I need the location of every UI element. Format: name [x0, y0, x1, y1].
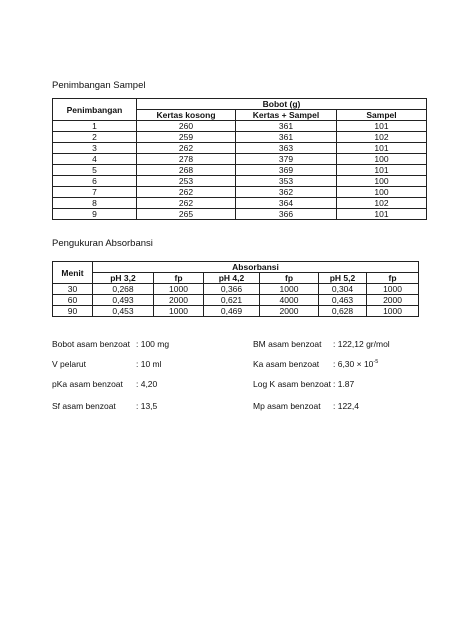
table-cell: 262 — [137, 143, 236, 154]
table-cell: 260 — [137, 121, 236, 132]
table-cell: 379 — [236, 154, 337, 165]
info-label: Ka asam benzoat — [253, 359, 320, 369]
table-cell: 0,493 — [93, 295, 154, 306]
header-penimbangan: Penimbangan — [53, 99, 137, 121]
table-row — [53, 306, 419, 317]
header-kertas-sampel: Kertas + Sampel — [236, 110, 337, 121]
table-row — [53, 198, 427, 209]
info-value-ka — [333, 359, 378, 369]
section-title-absorbansi: Pengukuran Absorbansi — [52, 238, 153, 249]
table-cell: 1 — [53, 121, 137, 132]
table-row — [53, 176, 427, 187]
header-ph-4-2: pH 4,2 — [204, 273, 260, 284]
table-cell: 9 — [53, 209, 137, 220]
table-cell: 253 — [137, 176, 236, 187]
info-label: V pelarut — [52, 359, 87, 369]
table-cell: 100 — [337, 187, 427, 198]
info-value: : 122,12 gr/mol — [333, 339, 390, 349]
header-absorbansi: Absorbansi — [93, 262, 419, 273]
weighing-rows — [53, 121, 427, 220]
table-cell: 0,304 — [319, 284, 367, 295]
table-cell: 2000 — [154, 295, 204, 306]
header-fp: fp — [154, 273, 204, 284]
table-row — [53, 187, 427, 198]
table-header-row — [53, 99, 427, 110]
table-cell: 361 — [236, 121, 337, 132]
table-cell: 0,453 — [93, 306, 154, 317]
table-cell: 268 — [137, 165, 236, 176]
table-cell: 4000 — [260, 295, 319, 306]
table-cell: 5 — [53, 165, 137, 176]
info-value: : 100 mg — [136, 339, 170, 349]
table-cell: 100 — [337, 154, 427, 165]
table-row — [53, 209, 427, 220]
table-cell: 102 — [337, 132, 427, 143]
table-cell: 0,628 — [319, 306, 367, 317]
info-label: Log K asam benzoat — [253, 379, 331, 389]
header-fp: fp — [367, 273, 419, 284]
table-cell: 0,469 — [204, 306, 260, 317]
table-cell: 2000 — [260, 306, 319, 317]
table-cell: 369 — [236, 165, 337, 176]
header-ph-5-2: pH 5,2 — [319, 273, 367, 284]
table-cell: 100 — [337, 176, 427, 187]
info-value: : 4,20 — [136, 379, 158, 389]
header-menit: Menit — [53, 262, 93, 284]
table-cell: 101 — [337, 121, 427, 132]
table-row — [53, 154, 427, 165]
table-cell: 6 — [53, 176, 137, 187]
info-label: BM asam benzoat — [253, 339, 322, 349]
table-subheader-row — [53, 273, 419, 284]
table-cell: 364 — [236, 198, 337, 209]
table-cell: 0,268 — [93, 284, 154, 295]
table-cell: 60 — [53, 295, 93, 306]
table-row — [53, 121, 427, 132]
table-cell: 363 — [236, 143, 337, 154]
table-cell: 1000 — [260, 284, 319, 295]
table-cell: 1000 — [367, 306, 419, 317]
info-value: : 6,30 × 10 — [333, 359, 374, 369]
table-header-row — [53, 262, 419, 273]
header-bobot: Bobot (g) — [137, 99, 427, 110]
table-row — [53, 132, 427, 143]
info-label: Sf asam benzoat — [52, 401, 116, 411]
header-sampel: Sampel — [337, 110, 427, 121]
table-cell: 265 — [137, 209, 236, 220]
info-value: : 10 ml — [136, 359, 162, 369]
table-cell: 0,366 — [204, 284, 260, 295]
weighing-table — [52, 98, 427, 220]
table-cell: 102 — [337, 198, 427, 209]
table-cell: 0,463 — [319, 295, 367, 306]
info-label: Mp asam benzoat — [253, 401, 321, 411]
table-cell: 0,621 — [204, 295, 260, 306]
absorbance-rows — [53, 284, 419, 317]
header-fp: fp — [260, 273, 319, 284]
table-row — [53, 165, 427, 176]
table-cell: 2 — [53, 132, 137, 143]
table-row — [53, 284, 419, 295]
table-cell: 1000 — [367, 284, 419, 295]
table-cell: 8 — [53, 198, 137, 209]
section-title-penimbangan: Penimbangan Sampel — [52, 80, 146, 91]
table-cell: 30 — [53, 284, 93, 295]
absorbance-table — [52, 261, 419, 317]
table-cell: 361 — [236, 132, 337, 143]
table-row — [53, 143, 427, 154]
header-kertas-kosong: Kertas kosong — [137, 110, 236, 121]
table-cell: 101 — [337, 143, 427, 154]
info-value: : 13,5 — [136, 401, 158, 411]
info-label: pKa asam benzoat — [52, 379, 123, 389]
table-cell: 2000 — [367, 295, 419, 306]
table-cell: 1000 — [154, 306, 204, 317]
table-cell: 262 — [137, 198, 236, 209]
table-cell: 259 — [137, 132, 236, 143]
table-cell: 101 — [337, 209, 427, 220]
table-cell: 1000 — [154, 284, 204, 295]
table-cell: 101 — [337, 165, 427, 176]
table-cell: 366 — [236, 209, 337, 220]
exponent: -5 — [373, 359, 379, 365]
table-row — [53, 295, 419, 306]
table-cell: 353 — [236, 176, 337, 187]
table-cell: 278 — [137, 154, 236, 165]
info-label: Bobot asam benzoat — [52, 339, 130, 349]
table-cell: 262 — [137, 187, 236, 198]
table-cell: 7 — [53, 187, 137, 198]
header-ph-3-2: pH 3,2 — [93, 273, 154, 284]
info-value: : 1.87 — [333, 379, 355, 389]
table-cell: 90 — [53, 306, 93, 317]
table-cell: 3 — [53, 143, 137, 154]
table-cell: 362 — [236, 187, 337, 198]
table-cell: 4 — [53, 154, 137, 165]
info-value: : 122,4 — [333, 401, 359, 411]
